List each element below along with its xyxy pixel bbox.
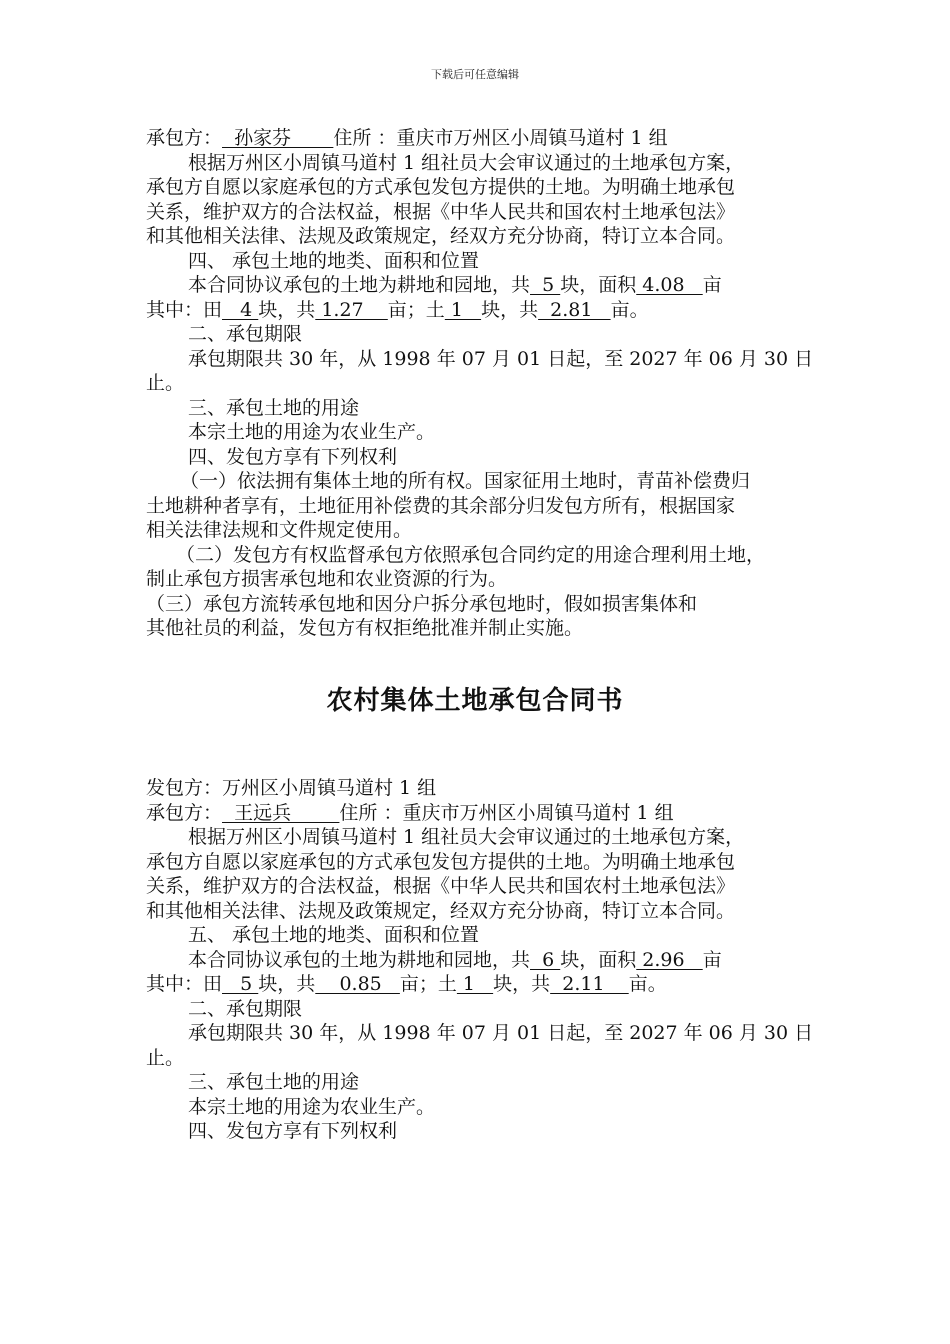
field-text: 其中：田	[146, 298, 223, 321]
soil-blocks: 1	[456, 973, 494, 995]
field-line	[146, 972, 858, 997]
area-blocks: 6	[530, 948, 561, 971]
area-text: 块，面积	[560, 274, 637, 296]
area-unit: 亩	[702, 274, 722, 296]
use-heading: 三、承包土地的用途	[188, 1071, 360, 1093]
term-line: 承包期限共 30 年，从 1998 年 07 月 01 日起，至 2027 年 06 月 30 日	[188, 347, 814, 370]
soil-text: 块，共	[481, 298, 539, 321]
rights-line: （二）发包方有权监督承包方依照承包合同约定的用途合理利用土地，	[176, 543, 766, 566]
rights-line: 相关法律法规和文件规定使用。	[146, 519, 413, 541]
area-line	[146, 273, 858, 298]
rights-line: （三）承包方流转承包地和因分户拆分承包地时，假如损害集体和	[146, 592, 698, 615]
intro-line: 关系，维护双方的合法权益，根据《中华人民共和国农村土地承包法》	[146, 200, 736, 223]
rights-line: 其他社员的利益，发包方有权拒绝批准并制止实施。	[146, 617, 584, 639]
area-line	[146, 948, 858, 973]
area-total: 4.08	[636, 274, 703, 296]
field-blocks: 4	[222, 298, 259, 321]
soil-blocks: 1	[444, 298, 482, 321]
field-text: 亩；土	[387, 298, 445, 321]
page-header-note: 下载后可任意编辑	[431, 68, 519, 81]
field-area: 1.27	[315, 298, 388, 321]
intro-line: 和其他相关法律、法规及政策规定，经双方充分协商，特订立本合同。	[146, 899, 736, 922]
contractee-line	[146, 126, 858, 151]
area-total: 2.96	[636, 948, 703, 971]
use-text: 本宗土地的用途为农业生产。	[188, 1095, 436, 1118]
field-text: 块，共	[258, 973, 316, 995]
term-line: 止。	[146, 372, 185, 394]
field-text: 其中：田	[146, 973, 223, 995]
section-heading-area: 四、 承包土地的地类、面积和位置	[188, 249, 480, 272]
document-title: 农村集体土地承包合同书	[326, 686, 624, 716]
rights-line: （一）依法拥有集体土地的所有权。国家征用土地时，青苗补偿费归	[180, 470, 751, 492]
rights-heading: 四、发包方享有下列权利	[188, 1120, 398, 1142]
soil-unit: 亩。	[628, 973, 667, 995]
area-text: 块，面积	[560, 948, 637, 971]
term-heading: 二、承包期限	[188, 323, 303, 345]
area-text: 本合同协议承包的土地为耕地和园地，共	[188, 274, 531, 296]
contractee-line	[146, 801, 858, 826]
soil-unit: 亩。	[610, 298, 649, 321]
contractee-name: 孙家芬	[222, 127, 334, 149]
soil-area: 2.11	[550, 973, 629, 995]
intro-line: 承包方自愿以家庭承包的方式承包发包方提供的土地。为明确土地承包	[146, 850, 736, 873]
section-heading-area: 五、 承包土地的地类、面积和位置	[188, 924, 480, 946]
soil-text: 块，共	[493, 973, 551, 995]
soil-area: 2.81	[538, 298, 611, 321]
area-blocks: 5	[530, 274, 561, 296]
contractor-line: 发包方：万州区小周镇马道村 1 组	[146, 777, 437, 799]
contract-2	[146, 776, 858, 1144]
term-heading: 二、承包期限	[188, 997, 303, 1020]
address: 重庆市万州区小周镇马道村 1 组	[402, 801, 674, 824]
intro-line: 根据万州区小周镇马道村 1 组社员大会审议通过的土地承包方案，	[188, 151, 745, 174]
address: 重庆市万州区小周镇马道村 1 组	[396, 127, 668, 149]
field-blocks: 5	[222, 973, 259, 995]
intro-line: 根据万州区小周镇马道村 1 组社员大会审议通过的土地承包方案，	[188, 826, 745, 848]
area-unit: 亩	[702, 948, 722, 971]
field-line	[146, 298, 858, 323]
field-text: 亩；土	[399, 973, 457, 995]
area-text: 本合同协议承包的土地为耕地和园地，共	[188, 948, 531, 971]
rights-line: 土地耕种者享有，土地征用补偿费的其余部分归发包方所有，根据国家	[146, 494, 736, 517]
contractee-label: 承包方：	[146, 127, 223, 149]
field-area: 0.85	[315, 973, 400, 995]
use-text: 本宗土地的用途为农业生产。	[188, 421, 436, 443]
address-label: 住所 ：	[333, 127, 397, 149]
rights-line: 制止承包方损害承包地和农业资源的行为。	[146, 568, 508, 590]
contractee-label: 承包方：	[146, 801, 223, 824]
address-label: 住所 ：	[339, 801, 403, 824]
term-line: 承包期限共 30 年，从 1998 年 07 月 01 日起，至 2027 年 06 月 30 日	[188, 1022, 814, 1044]
use-heading: 三、承包土地的用途	[188, 396, 360, 419]
field-text: 块，共	[258, 298, 316, 321]
contractee-name: 王远兵	[222, 801, 340, 824]
contract-1	[146, 126, 858, 641]
intro-line: 承包方自愿以家庭承包的方式承包发包方提供的土地。为明确土地承包	[146, 176, 736, 198]
intro-line: 和其他相关法律、法规及政策规定，经双方充分协商，特订立本合同。	[146, 225, 736, 247]
term-line: 止。	[146, 1046, 185, 1069]
rights-heading: 四、发包方享有下列权利	[188, 445, 398, 468]
intro-line: 关系，维护双方的合法权益，根据《中华人民共和国农村土地承包法》	[146, 875, 736, 897]
